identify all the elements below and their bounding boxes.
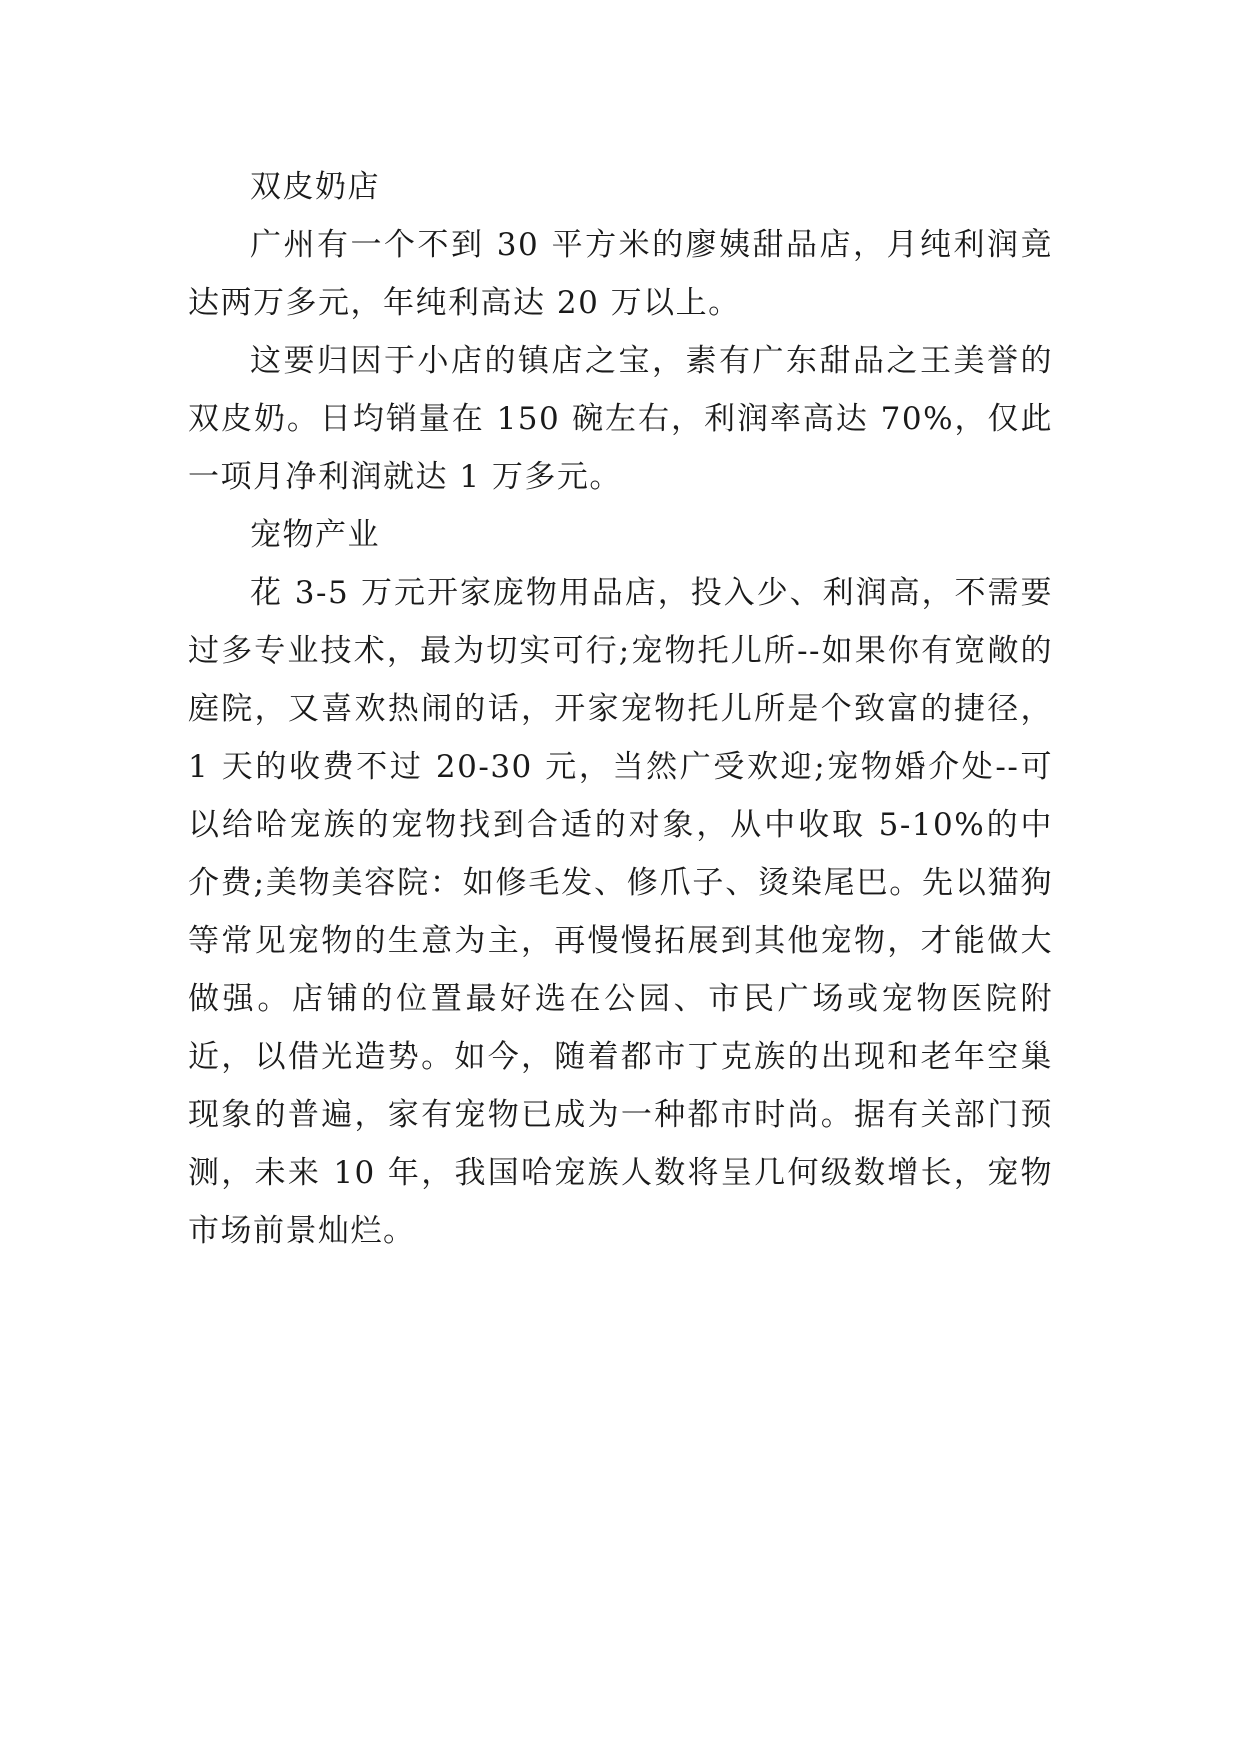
- paragraph-shop-profit: 广州有一个不到 30 平方米的廖姨甜品店，月纯利润竟达两万多元，年纯利高达 20 万以上。: [188, 227, 1053, 321]
- paragraph-pet-business: 花 3-5 万元开家庞物用品店，投入少、利润高，不需要过多专业技术，最为切实可行;宠物托儿所--如果你有宽敞的庭院，又喜欢热闹的话，开家宠物托儿所是个致富的捷径，1 天的收费不过 20-30 元，当然广受欢迎;宠物婚介处--可以给哈宠族的宠物找到合适的对象，从中收取 5-10%的中介费;美物美容院：如修毛发、修爪子、烫染尾巴。先以猫狗等常见宠物的生意为主，再慢慢拓展到其他宠物，才能做大做强。店铺的位置最好选在公园、市民广场或宠物医院附近，以借光造势。如今，随着都市丁克族的出现和老年空巢现象的普遍，家有宠物已成为一种都市时尚。据有关部门预测，未来 10 年，我国哈宠族人数将呈几何级数增长，宠物市场前景灿烂。: [188, 575, 1053, 1249]
- document-body: [188, 158, 1053, 1260]
- paragraph-signature-dessert: 这要归因于小店的镇店之宝，素有广东甜品之王美誉的双皮奶。日均销量在 150 碗左右，利润率高达 70%，仅此一项月净利润就达 1 万多元。: [188, 343, 1053, 495]
- section-heading-pet-industry: 宠物产业: [250, 517, 380, 553]
- section-heading-shuangpinai: 双皮奶店: [250, 169, 380, 205]
